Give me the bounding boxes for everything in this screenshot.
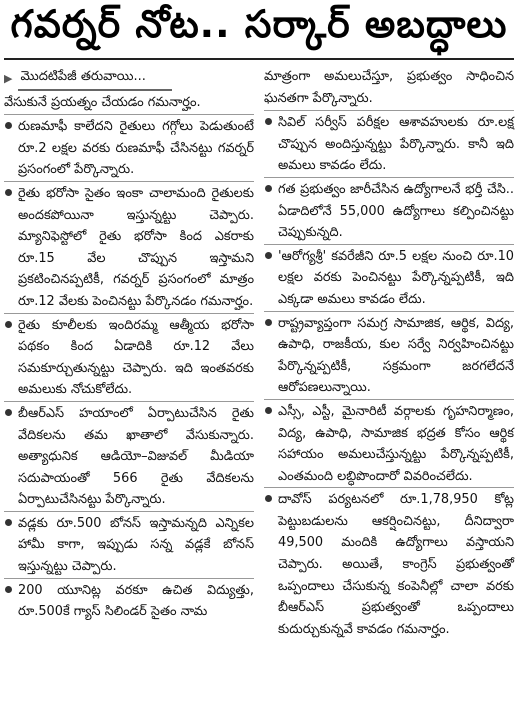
- bullet-item: [4, 313, 254, 401]
- arrow-icon: ▶: [4, 71, 13, 85]
- continuation-marker: [4, 66, 254, 91]
- bullet-text: గత ప్రభుత్వం జారీచేసిన ఉద్యోగాలనే భర్తీ చేసి.. ఏడాదిలోనే 55,000 ఉద్యోగాలు కల్పించినట్టు చెప్పుకున్నది.: [278, 181, 514, 241]
- bullet-item: [264, 177, 514, 244]
- bullet-text: రైతు భరోసా సైతం ఇంకా చాలామంది రైతులకు అందకపోయినా ఇస్తున్నట్టు చెప్పారు. మ్యానిఫెస్టోలో రైతు భరోసా కింద ఎకరాకు రూ.15 వేల చొప్పున ఇస్తామని ప్రకటించినప్పటికీ, గవర్నర్ ప్రసంగంలో మాత్రం రూ.12 వేలకు పెంచినట్టు పేర్కొనడం గమనార్హం.: [18, 185, 254, 309]
- bullet-icon: [5, 519, 12, 526]
- bullet-icon: [5, 409, 12, 416]
- left-column: [4, 66, 254, 640]
- bullet-item: [264, 311, 514, 399]
- bullet-icon: [5, 189, 12, 196]
- bullet-item: [264, 110, 514, 177]
- bullet-icon: [5, 321, 12, 328]
- bullet-text: బీఆర్ఎస్ హయాంలో ఏర్పాటుచేసిన రైతు వేదికలను తమ ఖాతాలో వేసుకున్నారు. అత్యాధునిక ఆడియో–విజువల్ మీడియా సదుపాయంతో 566 రైతు వేదికలను ఏర్పాటుచేసినట్టు పేర్కొన్నారు.: [18, 405, 254, 508]
- bullet-icon: [265, 252, 272, 259]
- bullet-item: [4, 511, 254, 578]
- bullet-icon: [265, 407, 272, 414]
- bullet-icon: [265, 118, 272, 125]
- bullet-text: సివిల్ సర్వీస్ పరీక్షల ఆశావహులకు రూ.లక్ష చొప్పున అందిస్తున్నట్టు పేర్కొన్నారు. కానీ ఇది అమలు కావడం లేదు.: [278, 115, 514, 174]
- bullet-text: 'ఆరోగ్యశ్రీ' కవరేజీని రూ.5 లక్షల నుంచి రూ.10 లక్షల వరకు పెంచినట్టు పేర్కొన్నప్పటికీ, ఇది ఎక్కడా అమలు కావడం లేదు.: [278, 248, 514, 307]
- bullet-icon: [5, 122, 12, 129]
- headline: గవర్నర్ నోట.. సర్కార్ అబద్ధాలు: [4, 0, 514, 60]
- bullet-item: [4, 114, 254, 181]
- bullet-item: [264, 244, 514, 311]
- bullet-item: [4, 578, 254, 623]
- bullet-text: రుణమాఫీ కాలేదని రైతులు గగ్గోలు పెడుతుంటే రూ.2 లక్షల వరకు రుణమాఫీ చేసినట్టు గవర్నర్ ప్రసంగంలో పేర్కొన్నారు.: [18, 119, 254, 178]
- continuation-label: మొదటిపేజీ తరువాయి...: [18, 66, 171, 91]
- bullet-item: [4, 401, 254, 511]
- bullet-icon: [265, 319, 272, 326]
- bullet-item: [264, 399, 514, 487]
- bullet-icon: [265, 495, 272, 502]
- bullet-item: [4, 181, 254, 313]
- lead-paragraph: మాత్రంగా అమలుచేస్తూ, ప్రభుత్వం సాధించిన ఘనతగా పేర్కొన్నారు.: [264, 69, 514, 106]
- bullet-text: వడ్లకు రూ.500 బోనస్ ఇస్తామన్నది ఎన్నికల హామీ కాగా, ఇప్పుడు సన్న వడ్లకే బోనస్ ఇస్తున్నట్టు చెప్పారు.: [18, 515, 254, 575]
- bullet-icon: [5, 586, 12, 593]
- article-body: [4, 60, 514, 640]
- lead-paragraph: వేసుకునే ప్రయత్నం చేయడం గమనార్హం.: [4, 94, 201, 110]
- bullet-item: [264, 487, 514, 640]
- bullet-text: దావోస్ పర్యటనలో రూ.1,78,950 కోట్ల పెట్టుబడులను ఆకర్షించినట్టు, దీనిద్వారా 49,500 మందికి ఉద్యోగాలు వస్తాయని చెప్పారు. అయితే, కాంగ్రెస్ ప్రభుత్వంతో ఒప్పందాలు చేసుకున్న కంపెనీల్లో చాలా వరకు బీఆర్ఎస్ ప్రభుత్వంతో ఒప్పందాలు కుదుర్చుకున్నవే కావడం గమనార్హం.: [278, 492, 514, 637]
- bullet-text: ఎస్సీ, ఎస్టీ, మైనారిటీ వర్గాలకు గృహనిర్మాణం, విద్య, ఉపాధి, సామాజిక భద్రత కోసం ఆర్థిక సహాయం అమలుచేస్తున్నట్టు పేర్కొన్నప్పటికీ, ఎంతమంది లబ్ధిపొందారో వివరించలేదు.: [278, 403, 514, 484]
- bullet-text: రైతు కూలీలకు ఇందిరమ్మ ఆత్మీయ భరోసా పథకం కింద ఏడాదికి రూ.12 వేలు సమకూర్చుతున్నట్టు చెప్పారు. ఇది ఇంతవరకు అమలుకు నోచుకోలేదు.: [18, 317, 254, 398]
- bullet-text: 200 యూనిట్ల వరకూ ఉచిత విద్యుత్తు, రూ.500కే గ్యాస్ సిలిండర్ సైతం నామ: [18, 582, 254, 620]
- bullet-icon: [265, 185, 272, 192]
- right-column: [264, 66, 514, 640]
- bullet-text: రాష్ట్రవ్యాప్తంగా సమగ్ర సామాజిక, ఆర్థిక, విద్య, ఉపాధి, రాజకీయ, కుల సర్వే నిర్వహించినట్టు పేర్కొన్నప్పటికీ, సక్రమంగా జరగలేదనే ఆరోపణలున్నాయి.: [278, 315, 514, 396]
